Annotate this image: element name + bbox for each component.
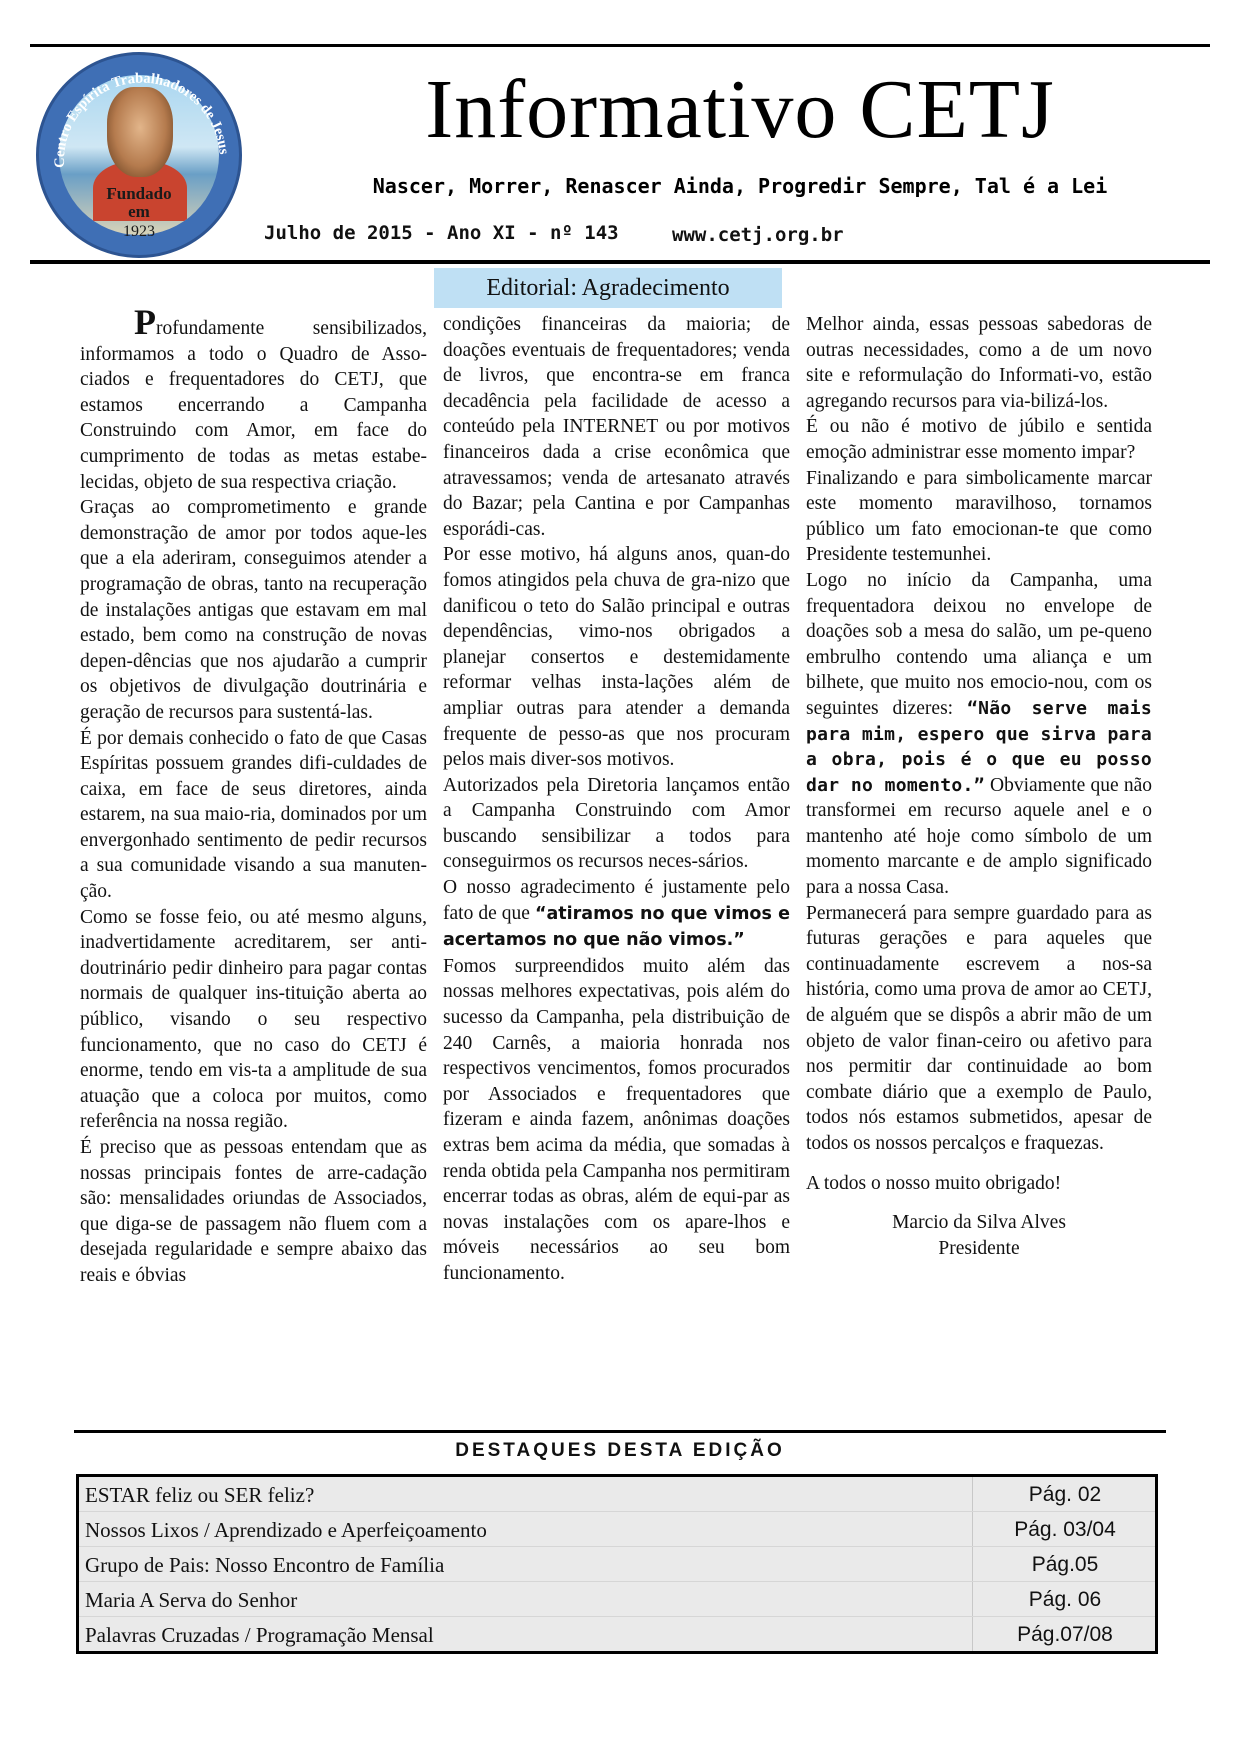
- highlight-row[interactable]: [79, 1582, 1155, 1618]
- paragraph: Profundamente sensibilizados, informamos a todo o Quadro de Asso-ciados e frequentadores do CETJ, que estamos encerrando a Campanha Construindo com Amor, em face do cumprimento de todas as metas estabe-lecidas, objeto de sua respectiva criação.: [80, 302, 427, 493]
- highlights-table: [76, 1474, 1158, 1654]
- signature: [806, 1210, 1152, 1261]
- highlight-page: Pág. 06: [1028, 1588, 1102, 1611]
- editorial-column-1: [80, 302, 427, 1289]
- highlight-page: Pág.05: [1031, 1553, 1099, 1576]
- paragraph: É ou não é motivo de júbilo e sentida emoção administrar esse momento impar?: [806, 416, 1152, 463]
- logo-founded-text: Fundado em 1923: [106, 184, 172, 240]
- editorial-column-2: [443, 312, 790, 1287]
- paragraph: Permanecerá para sempre guardado para as futuras gerações e para aqueles que continuadamente escrevem a nos-sa história, como uma prova de amor ao CETJ, de alguém que se dispôs a abrir mão de um objeto de valor finan-ceiro ou afetivo para nos permitir dar continuidade ao bom combate diário que a exemplo de Paulo, todos nós estamos submetidos, apesar de todos os nossos percalços e fraquezas.: [806, 902, 1152, 1154]
- paragraph: O nosso agradecimento é justamente pelo fato de que “atiramos no que vimos e acertamos no que não vimos.”: [443, 877, 790, 951]
- paragraph: Autorizados pela Diretoria lançamos então a Campanha Construindo com Amor buscando sensibilizar a todos para conseguirmos os recursos neces-sários.: [443, 774, 790, 873]
- highlight-page: Pág. 03/04: [1014, 1518, 1116, 1541]
- paragraph: Finalizando e para simbolicamente marcar este momento maravilhoso, tornamos público um fato emocionan-te que como Presidente testemunhei.: [806, 467, 1152, 566]
- svg-text:Centro Espírita Trabalhadores: Centro Espírita Trabalhadores de Jesus: [51, 70, 232, 169]
- highlight-title: ESTAR feliz ou SER feliz?: [85, 1483, 315, 1507]
- highlight-page: Pág.07/08: [1017, 1623, 1113, 1646]
- paragraph: Melhor ainda, essas pessoas sabedoras de outras necessidades, como a de um novo site e reformulação do Informati-vo, estão agregando recursos para via-bilizá-los.: [806, 314, 1152, 412]
- newsletter-title: Informativo CETJ: [425, 63, 1055, 156]
- motto: Nascer, Morrer, Renascer Ainda, Progredir Sempre, Tal é a Lei: [372, 174, 1108, 198]
- paragraph: Por esse motivo, há alguns anos, quan-do fomos atingidos pela chuva de gra-nizo que danificou o teto do Salão principal e outras dependências, vimo-nos obrigados a planejar consertos e destemidamente reformar velhas insta-lações além de ampliar outras para atender a demanda frequente de pesso-as que nos procuram pelos mais diver-sos motivos.: [443, 544, 790, 771]
- highlights-title: DESTAQUES DESTA EDIÇÃO: [455, 1440, 785, 1461]
- highlight-title: Nossos Lixos / Aprendizado e Aperfeiçoamento: [85, 1518, 487, 1542]
- paragraph: Graças ao comprometimento e grande demonstração de amor por todos aque-les que a ela aderiram, conseguimos atender a programação de obras, tanto na recuperação de instalações antigas que estavam em mal estado, bem como na construção de novas depen-dências que nos ajudarão a cumprir os objetivos de divulgação doutrinária e geração de recursos para sustentá-las.: [80, 497, 427, 723]
- top-rule: [30, 44, 1210, 47]
- editorial-heading: Editorial: Agradecimento: [434, 268, 782, 308]
- highlight-row[interactable]: [79, 1512, 1155, 1548]
- highlighted-quote: “Não serve mais para mim, espero que sirva para a obra, pois é o que eu posso dar no momento.”: [806, 697, 1152, 796]
- paragraph: Como se fosse feio, ou até mesmo alguns, inadvertidamente acreditarem, ser anti-doutrinário pedir dinheiro para pagar contas normais de qualquer ins-tituição aberta ao público, visando o seu respectivo funcionamento, que no caso do CETJ é enorme, tendo em vis-ta a amplitude de sua atuação que a coloca por muitos, como referência na nossa região.: [80, 906, 427, 1133]
- highlight-title: Maria A Serva do Senhor: [85, 1588, 298, 1612]
- issue-info: Julho de 2015 - Ano XI - nº 143: [264, 222, 619, 244]
- cetj-logo: [36, 52, 242, 258]
- highlight-title: Palavras Cruzadas / Programação Mensal: [85, 1623, 434, 1647]
- editorial-column-3: [806, 312, 1152, 1261]
- highlight-row[interactable]: [79, 1547, 1155, 1583]
- paragraph: condições financeiras da maioria; de doações eventuais de frequentadores; venda de livros, que encontra-se em franca decadência pela facilidade de acesso a conteúdo pela INTERNET ou por motivos financeiros dada a crise econômica que atravessamos; venda de artesanato através do Bazar; pela Cantina e por Campanhas esporádi-cas.: [443, 314, 790, 540]
- header-rule: [30, 260, 1210, 264]
- closing-line: A todos o nosso muito obrigado!: [806, 1172, 1062, 1194]
- signature-name: Marcio da Silva Alves: [892, 1212, 1066, 1234]
- highlighted-quote: “atiramos no que vimos e acertamos no que não vimos.”: [443, 903, 790, 951]
- highlight-row[interactable]: [79, 1477, 1155, 1513]
- website-link[interactable]: www.cetj.org.br: [672, 224, 844, 246]
- highlight-page: Pág. 02: [1028, 1483, 1102, 1506]
- highlight-row[interactable]: [79, 1617, 1155, 1653]
- paragraph: Fomos surpreendidos muito além das nossas melhores expectativas, pois além do sucesso da Campanha, pela distribuição de 240 Carnês, a maioria honrada nos respectivos vencimentos, fomos procurados por Associados e frequentadores que fizeram e ainda fazem, anônimas doações extras bem acima da média, que somadas à renda obtida pela Campanha nos permitiram encerrar todas as obras, além de equi-par as novas instalações com os apare-lhos e móveis necessários ao seu bom funcionamento.: [443, 955, 790, 1284]
- drop-cap: P: [134, 302, 156, 342]
- paragraph: Logo no início da Campanha, uma frequentadora deixou no envelope de doações sob a mesa do salão, um pe-queno embrulho contendo uma aliança e um bilhete, que muito nos emocio-nou, com os seguintes dizeres: “Não serve mais para mim, espero que sirva para a obra, pois é o que eu posso dar no momento.” Obviamente que não transformei em recurso aquele anel e o mantenho até hoje como símbolo de um momento marcante e de amplo significado para a nossa Casa.: [806, 569, 1152, 899]
- paragraph: É preciso que as pessoas entendam que as nossas principais fontes de arre-cadação são: mensalidades oriundas de Associados, que diga-se de passagem não fluem com a desejada regularidade e sempre abaixo das reais e óbvias: [80, 1137, 427, 1286]
- signature-role: Presidente: [938, 1237, 1020, 1259]
- highlights-rule: [74, 1430, 1166, 1433]
- paragraph: É por demais conhecido o fato de que Casas Espíritas possuem grandes difi-culdades de caixa, em face de seus diretores, ainda estarem, na sua maio-ria, dominados por um envergonhado sentimento de pedir recursos a sua comunidade visando a sua manuten-ção.: [80, 727, 427, 903]
- highlight-title: Grupo de Pais: Nosso Encontro de Família: [85, 1553, 445, 1577]
